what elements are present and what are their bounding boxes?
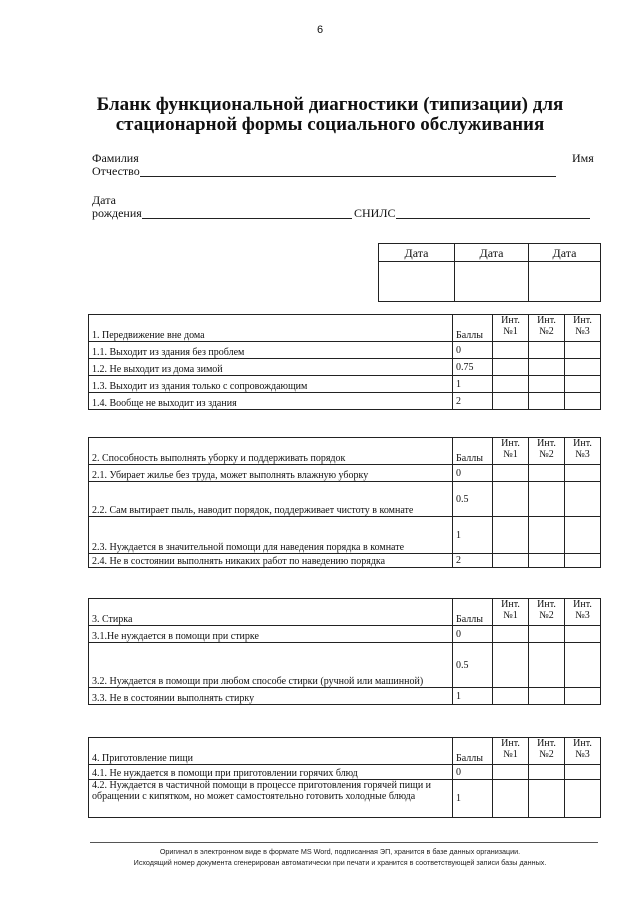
int-2-cell[interactable] [529, 342, 565, 359]
score-header: Баллы [453, 438, 493, 465]
item-score: 2 [453, 554, 493, 568]
item-text: 4.2. Нуждается в частичной помощи в процессе приготовления горячей пищи и обращении с кипятком, но может самостоятельно готовить холодные блюда [89, 780, 453, 818]
table-row [89, 482, 601, 517]
int-2-cell[interactable] [529, 359, 565, 376]
int-3-header: Инт. №3 [565, 599, 601, 626]
int-3-cell[interactable] [565, 465, 601, 482]
item-text: 2.3. Нуждается в значительной помощи для наведения порядка в комнате [89, 517, 453, 554]
int-1-cell[interactable] [493, 626, 529, 643]
item-score: 0 [453, 465, 493, 482]
int-3-cell[interactable] [565, 626, 601, 643]
int-3-cell[interactable] [565, 643, 601, 688]
footer-line-1: Оригинал в электронном виде в формате MS Word, подписанная ЭП, хранится в базе данных организации. [159, 847, 521, 856]
int-3-header: Инт. №3 [565, 315, 601, 342]
int-1-cell[interactable] [493, 376, 529, 393]
date-cell-1[interactable] [379, 262, 455, 302]
int-3-header: Инт. №3 [565, 738, 601, 765]
score-header: Баллы [453, 599, 493, 626]
item-text: 1.1. Выходит из здания без проблем [89, 342, 453, 359]
int-3-cell[interactable] [565, 342, 601, 359]
item-text: 1.3. Выходит из здания только с сопровождающим [89, 376, 453, 393]
section-1-table [88, 314, 601, 410]
int-1-cell[interactable] [493, 342, 529, 359]
int-1-header: Инт. №1 [493, 315, 529, 342]
item-text: 3.1.Не нуждается в помощи при стирке [89, 626, 453, 643]
surname-label: Фамилия [92, 151, 139, 165]
table-row [89, 517, 601, 554]
table-row [89, 626, 601, 643]
date-header-1: Дата [379, 244, 455, 262]
section-4-table [88, 737, 601, 818]
document-title [60, 95, 600, 135]
int-2-cell[interactable] [529, 393, 565, 410]
int-2-header: Инт. №2 [529, 738, 565, 765]
item-text: 2.2. Сам вытирает пыль, наводит порядок, поддерживает чистоту в комнате [89, 482, 453, 517]
table-row [89, 780, 601, 818]
item-text: 2.4. Не в состоянии выполнять никаких работ по наведению порядка [89, 554, 453, 568]
dates-table [378, 243, 601, 302]
int-3-cell[interactable] [565, 554, 601, 568]
int-1-cell[interactable] [493, 554, 529, 568]
item-score: 0.5 [453, 482, 493, 517]
title-line-1: Бланк функциональной диагностики (типизации) для [96, 94, 564, 115]
section-title: 3. Стирка [89, 599, 453, 626]
item-text: 3.3. Не в состоянии выполнять стирку [89, 688, 453, 705]
table-row [89, 688, 601, 705]
int-2-header: Инт. №2 [529, 438, 565, 465]
item-score: 1 [453, 376, 493, 393]
section-title: 4. Приготовление пищи [89, 738, 453, 765]
footer-line-2: Исходящий номер документа сгенерирован автоматически при печати и хранится в соответствующей записи базы данных. [133, 858, 547, 867]
int-1-header: Инт. №1 [493, 438, 529, 465]
name-label: Имя [572, 151, 594, 165]
item-score: 1 [453, 780, 493, 818]
int-2-header: Инт. №2 [529, 315, 565, 342]
birth-date-label-1: Дата [92, 193, 116, 207]
int-2-cell[interactable] [529, 376, 565, 393]
int-1-cell[interactable] [493, 780, 529, 818]
int-2-cell[interactable] [529, 482, 565, 517]
int-1-header: Инт. №1 [493, 738, 529, 765]
date-header-3: Дата [529, 244, 601, 262]
int-2-cell[interactable] [529, 780, 565, 818]
table-row [89, 376, 601, 393]
snils-field[interactable] [396, 218, 590, 219]
date-header-2: Дата [455, 244, 529, 262]
int-2-cell[interactable] [529, 626, 565, 643]
int-1-cell[interactable] [493, 643, 529, 688]
int-1-cell[interactable] [493, 359, 529, 376]
int-3-cell[interactable] [565, 780, 601, 818]
patronymic-label: Отчество [92, 164, 140, 178]
int-2-cell[interactable] [529, 643, 565, 688]
item-text: 1.4. Вообще не выходит из здания [89, 393, 453, 410]
date-cell-2[interactable] [455, 262, 529, 302]
item-text: 1.2. Не выходит из дома зимой [89, 359, 453, 376]
item-text: 4.1. Не нуждается в помощи при приготовлении горячих блюд [89, 765, 453, 780]
snils-label: СНИЛС [354, 206, 396, 220]
score-header: Баллы [453, 315, 493, 342]
int-3-cell[interactable] [565, 359, 601, 376]
item-score: 1 [453, 517, 493, 554]
int-3-cell[interactable] [565, 376, 601, 393]
item-score: 2 [453, 393, 493, 410]
item-text: 3.2. Нуждается в помощи при любом способе стирки (ручной или машинной) [89, 643, 453, 688]
int-2-cell[interactable] [529, 517, 565, 554]
item-text: 2.1. Убирает жилье без труда, может выполнять влажную уборку [89, 465, 453, 482]
table-row [89, 643, 601, 688]
item-score: 1 [453, 688, 493, 705]
int-1-cell[interactable] [493, 688, 529, 705]
table-row [89, 765, 601, 780]
item-score: 0.5 [453, 643, 493, 688]
int-3-header: Инт. №3 [565, 438, 601, 465]
table-row [89, 554, 601, 568]
section-2-table [88, 437, 601, 568]
table-row [89, 465, 601, 482]
item-score: 0 [453, 765, 493, 780]
int-1-cell[interactable] [493, 517, 529, 554]
section-3-table [88, 598, 601, 705]
section-title: 2. Способность выполнять уборку и поддерживать порядок [89, 438, 453, 465]
birth-date-field[interactable] [142, 218, 352, 219]
int-1-cell[interactable] [493, 465, 529, 482]
title-line-2: стационарной формы социального обслуживания [115, 114, 545, 135]
int-1-cell[interactable] [493, 482, 529, 517]
int-1-header: Инт. №1 [493, 599, 529, 626]
patronymic-field[interactable] [140, 176, 556, 177]
table-row [89, 393, 601, 410]
footer-rule [90, 842, 598, 843]
item-score: 0 [453, 342, 493, 359]
int-3-cell[interactable] [565, 765, 601, 780]
int-3-cell[interactable] [565, 688, 601, 705]
date-cell-3[interactable] [529, 262, 601, 302]
int-3-cell[interactable] [565, 517, 601, 554]
int-2-cell[interactable] [529, 688, 565, 705]
score-header: Баллы [453, 738, 493, 765]
int-2-cell[interactable] [529, 554, 565, 568]
birth-date-label-2: рождения [92, 206, 142, 220]
item-score: 0.75 [453, 359, 493, 376]
item-score: 0 [453, 626, 493, 643]
int-2-cell[interactable] [529, 465, 565, 482]
int-1-cell[interactable] [493, 765, 529, 780]
int-2-header: Инт. №2 [529, 599, 565, 626]
section-title: 1. Передвижение вне дома [89, 315, 453, 342]
page-number: 6 [316, 24, 324, 36]
table-row [89, 342, 601, 359]
int-3-cell[interactable] [565, 482, 601, 517]
int-3-cell[interactable] [565, 393, 601, 410]
table-row [89, 359, 601, 376]
int-1-cell[interactable] [493, 393, 529, 410]
int-2-cell[interactable] [529, 765, 565, 780]
